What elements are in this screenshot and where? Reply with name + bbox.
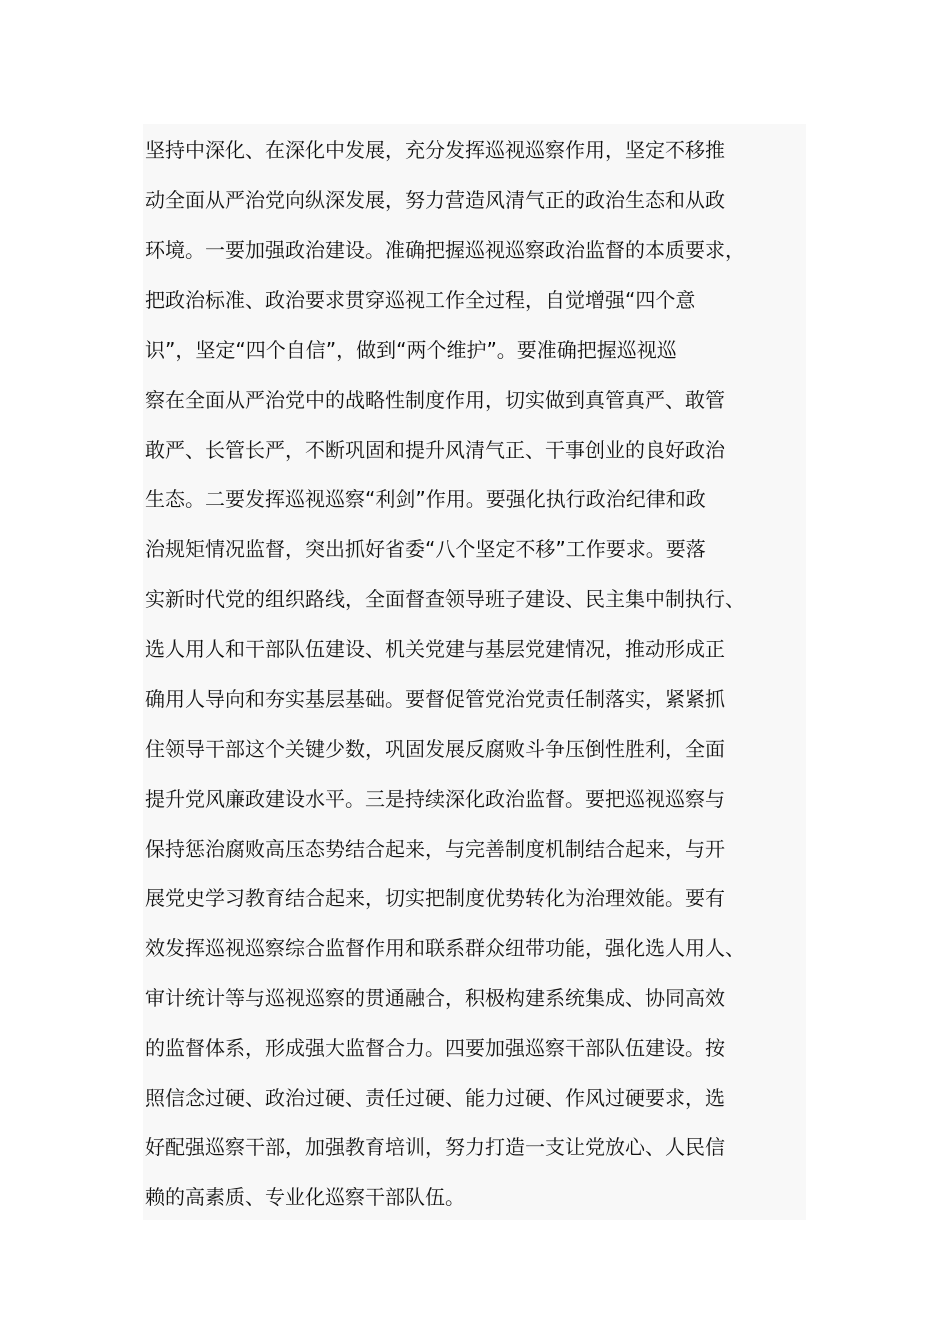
- text-line: 住领导干部这个关键少数，巩固发展反腐败斗争压倒性胜利，全面: [145, 737, 725, 761]
- text-line: 选人用人和干部队伍建设、机关党建与基层党建情况，推动形成正: [145, 637, 725, 661]
- text-line: 保持惩治腐败高压态势结合起来，与完善制度机制结合起来，与开: [145, 837, 725, 861]
- text-line: 坚持中深化、在深化中发展，充分发挥巡视巡察作用，坚定不移推: [145, 138, 725, 162]
- text-line: 照信念过硬、政治过硬、责任过硬、能力过硬、作风过硬要求，选: [145, 1086, 725, 1110]
- text-line: 展党史学习教育结合起来，切实把制度优势转化为治理效能。要有: [145, 886, 725, 910]
- text-line: 把政治标准、政治要求贯穿巡视工作全过程，自觉增强“四个意: [145, 288, 696, 312]
- text-line: 实新时代党的组织路线，全面督查领导班子建设、民主集中制执行、: [145, 587, 745, 611]
- text-line: 动全面从严治党向纵深发展，努力营造风清气正的政治生态和从政: [145, 188, 725, 212]
- text-line: 生态。二要发挥巡视巡察“利剑”作用。要强化执行政治纪律和政: [145, 487, 706, 511]
- text-line: 确用人导向和夯实基层基础。要督促管党治党责任制落实，紧紧抓: [145, 687, 725, 711]
- text-line: 好配强巡察干部，加强教育培训，努力打造一支让党放心、人民信: [145, 1135, 725, 1159]
- text-line: 赖的高素质、专业化巡察干部队伍。: [145, 1185, 465, 1209]
- text-line: 环境。一要加强政治建设。准确把握巡视巡察政治监督的本质要求，: [145, 238, 745, 262]
- text-line: 审计统计等与巡视巡察的贯通融合，积极构建系统集成、协同高效: [145, 986, 725, 1010]
- text-line: 识”，坚定“四个自信”，做到“两个维护”。要准确把握巡视巡: [145, 338, 677, 362]
- body-text-block: [143, 124, 806, 1220]
- text-line: 效发挥巡视巡察综合监督作用和联系群众纽带功能，强化选人用人、: [145, 936, 745, 960]
- text-line: 提升党风廉政建设水平。三是持续深化政治监督。要把巡视巡察与: [145, 787, 725, 811]
- text-line: 察在全面从严治党中的战略性制度作用，切实做到真管真严、敢管: [145, 388, 725, 412]
- text-line: 敢严、长管长严，不断巩固和提升风清气正、干事创业的良好政治: [145, 438, 725, 462]
- text-line: 的监督体系，形成强大监督合力。四要加强巡察干部队伍建设。按: [145, 1036, 725, 1060]
- text-line: 治规矩情况监督，突出抓好省委“八个坚定不移”工作要求。要落: [145, 537, 706, 561]
